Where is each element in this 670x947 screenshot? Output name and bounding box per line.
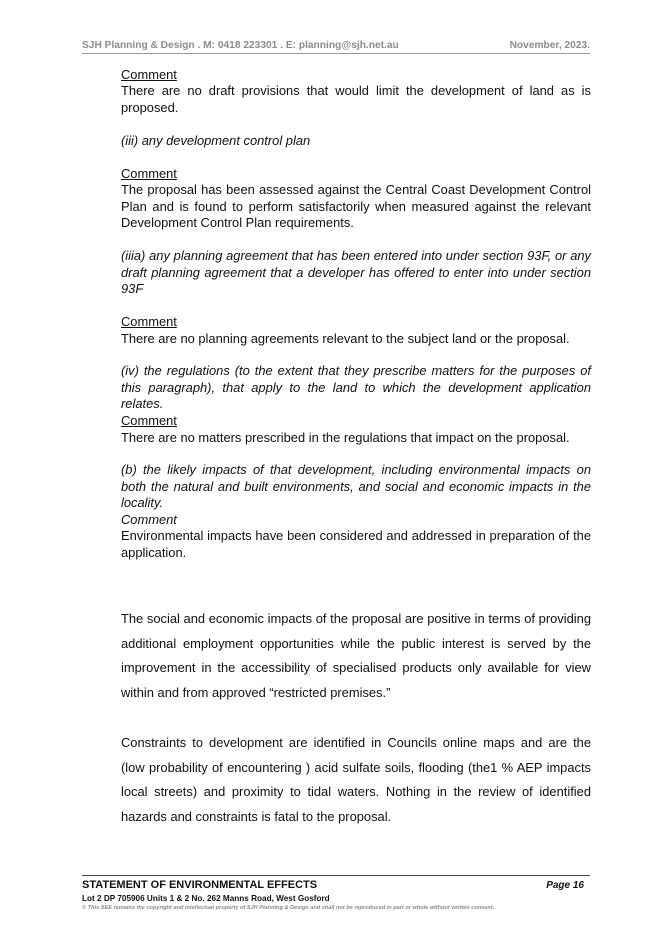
- clause-heading: (iii) any development control plan: [121, 133, 311, 148]
- footer-copyright: © This SEE remains the copyright and intellectual property of SJH Planning & Design and shall not be reproduced in part or whole without written consent.: [82, 905, 495, 911]
- header-date: November, 2023.: [509, 40, 590, 51]
- comment-text: The proposal has been assessed against the Central Coast Development Control Plan and is found to perform satisfactorily when measured against the relevant Development Control Plan requirements.: [121, 182, 591, 230]
- page-header: [82, 40, 590, 54]
- comment-heading: Comment: [121, 314, 177, 329]
- body-paragraph: Constraints to development are identified in Councils online maps and are the (low probability of encountering ) acid sulfate soils, flooding (the1 % AEP impacts local streets) and proximity to tidal waters. Nothing in the review of identified hazards and constraints is fatal to the proposal.: [121, 735, 591, 824]
- comment-heading: Comment: [121, 413, 177, 428]
- header-contact: SJH Planning & Design . M: 0418 223301 . E: planning@sjh.net.au: [82, 40, 399, 51]
- page-footer: [82, 875, 590, 911]
- comment-text: There are no draft provisions that would limit the development of land as is proposed.: [121, 83, 591, 115]
- comment-text: Environmental impacts have been considered and addressed in preparation of the application.: [121, 528, 591, 560]
- footer-title: STATEMENT OF ENVIRONMENTAL EFFECTS: [82, 879, 318, 891]
- comment-heading: Comment: [121, 512, 177, 527]
- page-number: Page 16: [546, 880, 584, 891]
- footer-lot-address: Lot 2 DP 705906 Units 1 & 2 No. 262 Manns Road, West Gosford: [82, 894, 330, 903]
- clause-heading: (iiia) any planning agreement that has been entered into under section 93F, or any draft planning agreement that a developer has offered to enter into under section 93F: [121, 248, 591, 296]
- clause-heading: (b) the likely impacts of that development, including environmental impacts on both the natural and built environments, and social and economic impacts in the locality.: [121, 462, 591, 510]
- comment-heading: Comment: [121, 166, 177, 181]
- comment-heading: Comment: [121, 67, 177, 82]
- comment-text: There are no matters prescribed in the regulations that impact on the proposal.: [121, 430, 570, 445]
- comment-text: There are no planning agreements relevant to the subject land or the proposal.: [121, 331, 570, 346]
- clause-heading: (iv) the regulations (to the extent that they prescribe matters for the purposes of this paragraph), that apply to the land to which the development application relates.: [121, 363, 591, 411]
- body-paragraph: The social and economic impacts of the proposal are positive in terms of providing additional employment opportunities while the public interest is served by the improvement in the accessibility of specialised products only available for view within and from approved “restricted premises.”: [121, 611, 591, 700]
